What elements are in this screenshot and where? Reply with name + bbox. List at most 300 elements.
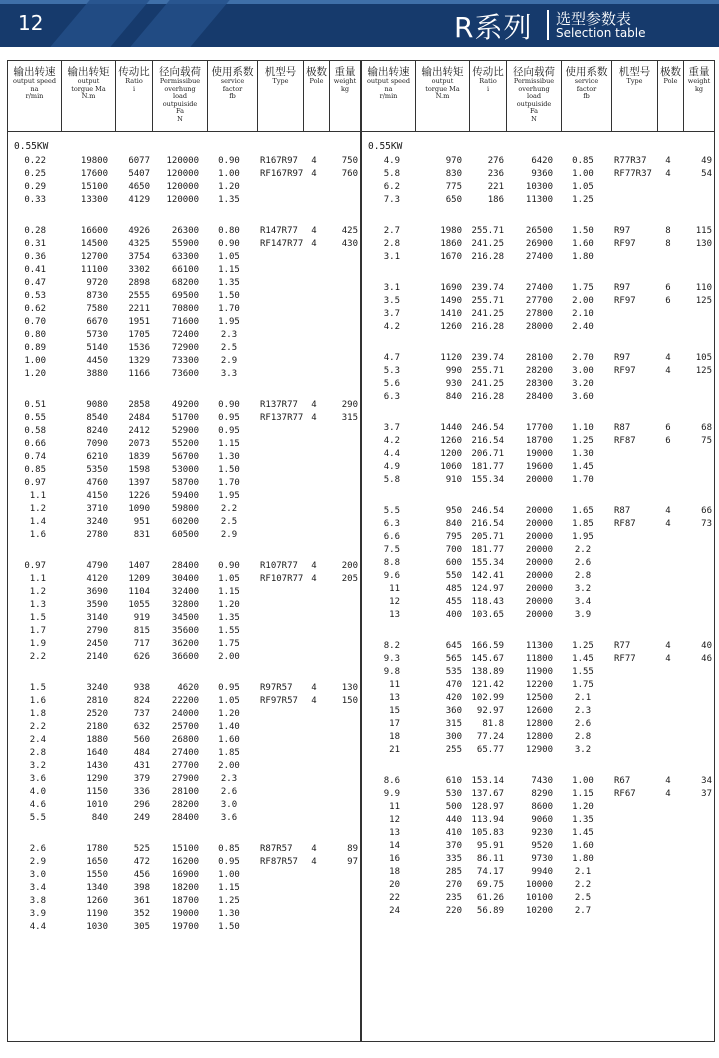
torque-cell: 4760 [86,478,108,488]
speed-cell: 1.4 [29,517,46,527]
factor-cell: 1.75 [218,639,240,649]
table-row [8,651,360,664]
factor-cell: 1.05 [218,696,240,706]
speed-cell: 3.1 [383,252,400,262]
load-cell: 32400 [171,587,199,597]
factor-cell: 1.80 [572,252,594,262]
load-cell: 20000 [525,506,553,516]
weight-cell: 430 [341,239,358,249]
speed-cell: 9.6 [383,571,400,581]
table-row [362,378,714,391]
table-row [8,586,360,599]
torque-cell: 2450 [86,639,108,649]
table-row [8,368,360,381]
ratio-cell: 241.25 [471,239,504,249]
ratio-cell: 2211 [128,304,150,314]
table-row [8,856,360,869]
factor-cell: 1.15 [218,265,240,275]
column-header [684,61,714,131]
torque-cell: 7090 [86,439,108,449]
factor-cell: 2.9 [220,356,238,366]
table-row [362,827,714,840]
ratio-cell: 113.94 [471,815,504,825]
pole-cell: 4 [665,776,671,786]
ratio-cell: 181.77 [471,545,504,555]
ratio-cell: 2898 [128,278,150,288]
speed-cell: 8.8 [383,558,400,568]
factor-cell: 1.30 [218,909,240,919]
column-header-en: service factor fb [574,77,599,100]
column-header-en: Permissibue overhung load outpuiside Fa N [513,77,555,123]
ratio-cell: 484 [133,748,150,758]
load-cell: 19600 [525,462,553,472]
table-row [362,435,714,448]
load-cell: 36600 [171,652,199,662]
torque-cell: 1860 [440,239,462,249]
ratio-cell: 717 [133,639,150,649]
factor-cell: 1.00 [572,169,594,179]
factor-cell: 2.70 [572,353,594,363]
factor-cell: 2.40 [572,322,594,332]
torque-cell: 1010 [86,800,108,810]
ratio-cell: 69.75 [476,880,504,890]
table-row [8,734,360,747]
torque-cell: 11100 [80,265,108,275]
torque-cell: 16600 [80,226,108,236]
torque-cell: 500 [445,802,462,812]
table-row [8,882,360,895]
load-cell: 120000 [166,169,199,179]
torque-cell: 650 [445,195,462,205]
speed-cell: 17 [389,719,400,729]
column-header-en: output torgue Ma N.m [425,77,460,100]
torque-cell: 990 [445,366,462,376]
table-row [362,544,714,557]
header-decoration [130,0,229,47]
table-row [362,731,714,744]
power-label: 0.55KW [14,141,49,152]
torque-cell: 930 [445,379,462,389]
factor-cell: 2.7 [574,906,592,916]
ratio-cell: 77.24 [476,732,504,742]
type-cell: RF97R57 [260,696,298,706]
pole-cell: 4 [311,413,317,423]
speed-cell: 1.8 [29,709,46,719]
load-cell: 27400 [525,283,553,293]
table-row [8,721,360,734]
table-row [362,788,714,801]
load-cell: 27700 [525,296,553,306]
type-cell: R97 [614,226,631,236]
factor-cell: 1.05 [572,182,594,192]
speed-cell: 2.8 [383,239,400,249]
table-row [8,612,360,625]
ratio-cell: 155.34 [471,558,504,568]
column-header-en: weight kg [687,77,711,93]
torque-cell: 970 [445,156,462,166]
load-cell: 17700 [525,423,553,433]
table-row [8,438,360,451]
load-cell: 20000 [525,475,553,485]
torque-cell: 315 [445,719,462,729]
pole-cell: 4 [311,169,317,179]
pole-cell: 8 [665,226,671,236]
torque-cell: 1260 [440,436,462,446]
torque-cell: 370 [445,841,462,851]
ratio-cell: 6077 [128,156,150,166]
load-cell: 52900 [171,426,199,436]
weight-cell: 130 [695,239,712,249]
factor-cell: 3.6 [220,813,238,823]
pole-cell: 4 [311,844,317,854]
factor-cell: 1.55 [218,626,240,636]
load-cell: 59400 [171,491,199,501]
load-cell: 26900 [525,239,553,249]
factor-cell: 1.35 [572,815,594,825]
type-cell: RF87 [614,519,636,529]
torque-cell: 840 [445,519,462,529]
ratio-cell: 560 [133,735,150,745]
type-cell: R87R57 [260,844,293,854]
ratio-cell: 137.67 [471,789,504,799]
ratio-cell: 1166 [128,369,150,379]
factor-cell: 1.95 [218,491,240,501]
load-cell: 15100 [171,844,199,854]
factor-cell: 1.00 [572,776,594,786]
load-cell: 28200 [525,366,553,376]
torque-cell: 1980 [440,226,462,236]
ratio-cell: 3754 [128,252,150,262]
torque-cell: 1430 [86,761,108,771]
torque-cell: 1260 [440,322,462,332]
column-header-en: Ratio i [125,77,143,93]
speed-cell: 18 [389,732,400,742]
table-row [8,264,360,277]
load-cell: 10000 [525,880,553,890]
ratio-cell: 938 [133,683,150,693]
factor-cell: 1.15 [218,883,240,893]
load-cell: 28100 [171,787,199,797]
speed-cell: 6.3 [383,392,400,402]
speed-cell: 4.0 [29,787,46,797]
load-cell: 49200 [171,400,199,410]
type-cell: R97R57 [260,683,293,693]
factor-cell: 0.95 [218,683,240,693]
page-header [0,0,719,47]
torque-cell: 12700 [80,252,108,262]
load-cell: 32800 [171,600,199,610]
factor-cell: 1.70 [218,304,240,314]
speed-cell: 2.2 [29,722,46,732]
factor-cell: 1.85 [572,519,594,529]
type-cell: R77R37 [614,156,647,166]
speed-cell: 0.66 [24,439,46,449]
torque-cell: 285 [445,867,462,877]
torque-cell: 7580 [86,304,108,314]
type-cell: RF137R77 [260,413,304,423]
factor-cell: 2.5 [220,517,238,527]
factor-cell: 1.75 [572,680,594,690]
column-header-en: Ratio i [479,77,497,93]
weight-cell: 315 [341,413,358,423]
table-row [8,529,360,542]
ratio-cell: 241.25 [471,379,504,389]
weight-cell: 68 [701,423,712,433]
ratio-cell: 181.77 [471,462,504,472]
ratio-cell: 1329 [128,356,150,366]
pole-cell: 4 [665,641,671,651]
load-cell: 69500 [171,291,199,301]
ratio-cell: 2484 [128,413,150,423]
speed-cell: 18 [389,867,400,877]
ratio-cell: 124.97 [471,584,504,594]
factor-cell: 0.80 [218,226,240,236]
load-cell: 63300 [171,252,199,262]
column-header [507,61,562,131]
table-row [362,557,714,570]
speed-cell: 0.97 [24,561,46,571]
pole-cell: 4 [311,574,317,584]
table-row [8,451,360,464]
speed-cell: 1.6 [29,696,46,706]
torque-cell: 2810 [86,696,108,706]
factor-cell: 1.45 [572,828,594,838]
load-cell: 55900 [171,239,199,249]
pole-cell: 4 [311,696,317,706]
column-header [62,61,116,131]
speed-cell: 0.31 [24,239,46,249]
load-cell: 70800 [171,304,199,314]
speed-cell: 1.2 [29,504,46,514]
load-cell: 9360 [531,169,553,179]
table-row [362,352,714,365]
load-cell: 12500 [525,693,553,703]
torque-cell: 830 [445,169,462,179]
factor-cell: 2.8 [574,571,592,581]
column-header-en: output torgue Ma N.m [71,77,106,100]
factor-cell: 1.00 [218,169,240,179]
type-cell: R97 [614,283,631,293]
torque-cell: 2180 [86,722,108,732]
column-header-cn: 使用系数 [211,66,254,78]
torque-cell: 8240 [86,426,108,436]
table-row [362,570,714,583]
load-cell: 18700 [525,436,553,446]
load-cell: 25700 [171,722,199,732]
torque-cell: 3140 [86,613,108,623]
type-cell: RF97 [614,366,636,376]
column-header [658,61,684,131]
factor-cell: 2.10 [572,309,594,319]
table-row [362,321,714,334]
factor-cell: 0.95 [218,413,240,423]
factor-cell: 1.35 [218,278,240,288]
torque-cell: 5730 [86,330,108,340]
weight-cell: 125 [695,366,712,376]
torque-cell: 2790 [86,626,108,636]
load-cell: 20000 [525,519,553,529]
torque-cell: 795 [445,532,462,542]
factor-cell: 2.00 [572,296,594,306]
load-cell: 10100 [525,893,553,903]
table-row [362,905,714,918]
factor-cell: 3.2 [574,745,592,755]
factor-cell: 0.85 [572,156,594,166]
load-cell: 35600 [171,626,199,636]
weight-cell: 425 [341,226,358,236]
speed-cell: 4.9 [383,156,400,166]
table-row [8,277,360,290]
speed-cell: 6.6 [383,532,400,542]
torque-cell: 610 [445,776,462,786]
type-cell: RF87R57 [260,857,298,867]
load-cell: 60200 [171,517,199,527]
ratio-cell: 5407 [128,169,150,179]
torque-cell: 440 [445,815,462,825]
column-header [116,61,153,131]
ratio-cell: 815 [133,626,150,636]
pole-cell: 4 [311,561,317,571]
pole-cell: 4 [311,683,317,693]
load-cell: 12600 [525,706,553,716]
ratio-cell: 216.28 [471,322,504,332]
speed-cell: 3.7 [383,423,400,433]
table-row [362,705,714,718]
speed-cell: 4.2 [383,436,400,446]
weight-cell: 115 [695,226,712,236]
pole-cell: 4 [665,169,671,179]
torque-cell: 485 [445,584,462,594]
torque-cell: 1880 [86,735,108,745]
speed-cell: 1.3 [29,600,46,610]
pole-cell: 4 [665,366,671,376]
torque-cell: 2780 [86,530,108,540]
speed-cell: 6.2 [383,182,400,192]
load-cell: 28100 [525,353,553,363]
type-cell: RF87 [614,436,636,446]
column-header [330,61,360,131]
type-cell: RF97 [614,239,636,249]
weight-cell: 290 [341,400,358,410]
load-cell: 12800 [525,719,553,729]
ratio-cell: 121.42 [471,680,504,690]
factor-cell: 1.55 [572,667,594,677]
load-cell: 20000 [525,571,553,581]
ratio-cell: 626 [133,652,150,662]
ratio-cell: 2073 [128,439,150,449]
factor-cell: 1.30 [218,452,240,462]
load-cell: 20000 [525,584,553,594]
factor-cell: 2.2 [574,545,592,555]
torque-cell: 1200 [440,449,462,459]
column-header-en: Type [626,77,643,85]
load-cell: 18200 [171,883,199,893]
load-cell: 20000 [525,532,553,542]
ratio-cell: 216.28 [471,392,504,402]
factor-cell: 1.15 [218,587,240,597]
load-cell: 26300 [171,226,199,236]
factor-cell: 1.65 [572,506,594,516]
speed-cell: 1.00 [24,356,46,366]
speed-cell: 1.2 [29,587,46,597]
ratio-cell: 1839 [128,452,150,462]
column-header [416,61,470,131]
table-row [8,399,360,412]
torque-cell: 8540 [86,413,108,423]
factor-cell: 1.80 [572,854,594,864]
ratio-cell: 255.71 [471,366,504,376]
load-cell: 60500 [171,530,199,540]
factor-cell: 1.60 [572,841,594,851]
ratio-cell: 205.71 [471,532,504,542]
torque-cell: 530 [445,789,462,799]
speed-cell: 0.70 [24,317,46,327]
factor-cell: 0.95 [218,857,240,867]
torque-cell: 840 [445,392,462,402]
torque-cell: 235 [445,893,462,903]
speed-cell: 2.9 [29,857,46,867]
ratio-cell: 398 [133,883,150,893]
speed-cell: 13 [389,610,400,620]
table-row [362,853,714,866]
load-cell: 16900 [171,870,199,880]
table-row [362,679,714,692]
table-row [362,282,714,295]
column-header-en: output speed na r/min [12,77,57,100]
table-row [8,155,360,168]
pole-cell: 6 [665,283,671,293]
load-cell: 72900 [171,343,199,353]
ratio-cell: 142.41 [471,571,504,581]
torque-cell: 1550 [86,870,108,880]
load-cell: 20000 [525,597,553,607]
speed-cell: 2.6 [29,844,46,854]
factor-cell: 3.20 [572,379,594,389]
pole-cell: 4 [665,654,671,664]
table-row [362,653,714,666]
weight-cell: 37 [701,789,712,799]
load-cell: 4620 [177,683,199,693]
factor-cell: 1.20 [218,709,240,719]
ratio-cell: 951 [133,517,150,527]
load-cell: 9520 [531,841,553,851]
load-cell: 27900 [171,774,199,784]
type-cell: RF77 [614,654,636,664]
ratio-cell: 525 [133,844,150,854]
ratio-cell: 1705 [128,330,150,340]
load-cell: 20000 [525,610,553,620]
speed-cell: 16 [389,854,400,864]
speed-cell: 3.6 [29,774,46,784]
torque-cell: 950 [445,506,462,516]
table-row [8,303,360,316]
speed-cell: 1.1 [29,491,46,501]
speed-cell: 13 [389,828,400,838]
torque-cell: 1190 [86,909,108,919]
type-cell: RF147R77 [260,239,304,249]
table-row [362,596,714,609]
type-cell: R77 [614,641,631,651]
type-cell: R97 [614,353,631,363]
torque-cell: 1260 [86,896,108,906]
load-cell: 28400 [525,392,553,402]
table-row [8,329,360,342]
torque-cell: 1120 [440,353,462,363]
load-cell: 56700 [171,452,199,462]
factor-cell: 2.3 [220,330,238,340]
column-header-en: Type [272,77,289,85]
pole-cell: 4 [665,519,671,529]
